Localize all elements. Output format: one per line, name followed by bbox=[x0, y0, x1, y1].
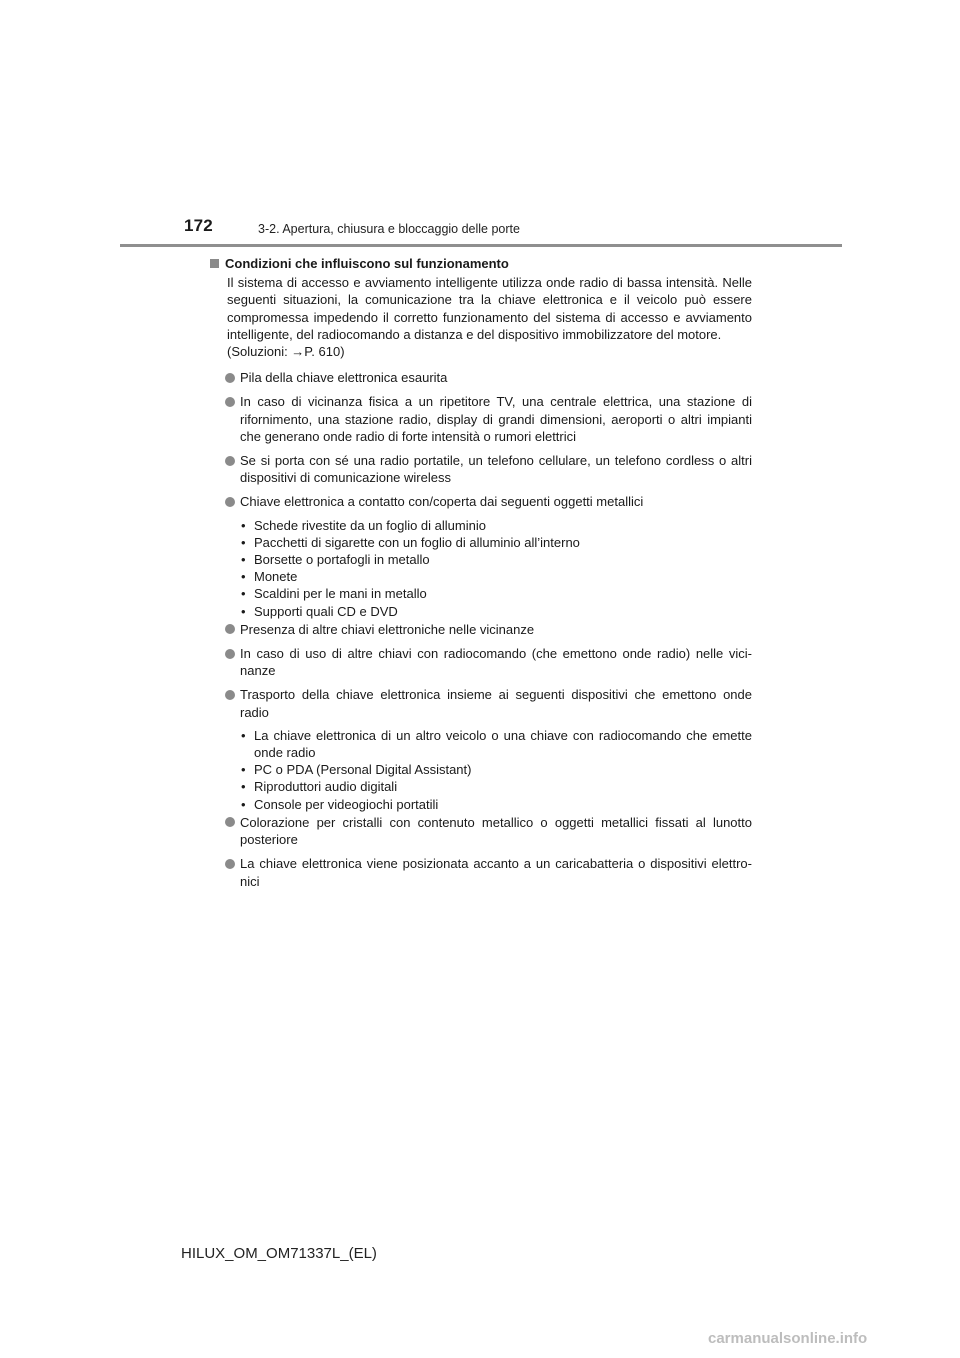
circle-bullet-icon bbox=[225, 373, 235, 383]
sub-list-item-text: Pacchetti di sigarette con un foglio di alluminio all’interno bbox=[254, 534, 580, 550]
circle-bullet-icon bbox=[225, 456, 235, 466]
small-bullet-icon: • bbox=[241, 603, 246, 619]
circle-bullet-icon bbox=[225, 397, 235, 407]
small-bullet-icon: • bbox=[241, 586, 246, 602]
list-item bbox=[210, 452, 752, 486]
sub-list-item bbox=[240, 778, 752, 795]
sub-list-item bbox=[240, 585, 752, 602]
list-item-text: In caso di uso di altre chiavi con radiocomando (che emettono onde radio) nelle vici-nanze bbox=[240, 646, 752, 679]
sub-list-item bbox=[240, 551, 752, 568]
sub-list-item bbox=[240, 761, 752, 778]
section-title: 3-2. Apertura, chiusura e bloccaggio delle porte bbox=[258, 222, 520, 236]
list-item bbox=[210, 493, 752, 510]
sub-list-item-text: PC o PDA (Personal Digital Assistant) bbox=[254, 762, 472, 778]
list-item-text: Trasporto della chiave elettronica insieme ai seguenti dispositivi che emettono onde radio bbox=[240, 687, 752, 720]
circle-bullet-icon bbox=[225, 859, 235, 869]
section-heading-text: Condizioni che influiscono sul funzionamento bbox=[225, 256, 509, 271]
small-bullet-icon: • bbox=[241, 762, 246, 778]
small-bullet-icon: • bbox=[241, 569, 246, 585]
list-item-text: In caso di vicinanza fisica a un ripetitore TV, una centrale elettrica, una stazione di rifornimento, una stazione radio, display di grandi dimensioni, aeroporti o altri impianti che generano onde radio di forte intensità o rumori elettrici bbox=[240, 394, 752, 444]
small-bullet-icon: • bbox=[241, 796, 246, 812]
document-code: HILUX_OM_OM71337L_(EL) bbox=[181, 1245, 377, 1262]
sub-list-item bbox=[240, 796, 752, 813]
solutions-reference: (Soluzioni: →P. 610) bbox=[227, 344, 345, 360]
sub-list-item-text: Supporti quali CD e DVD bbox=[254, 603, 398, 619]
sub-list-item-text: La chiave elettronica di un altro veicolo o una chiave con radiocomando che emette onde radio bbox=[254, 727, 752, 761]
list-item bbox=[210, 814, 752, 848]
small-bullet-icon: • bbox=[241, 779, 246, 795]
list-item-text: La chiave elettronica viene posizionata accanto a un caricabatteria o dispositivi elettro-nici bbox=[240, 856, 752, 889]
sub-list-item-text: Scaldini per le mani in metallo bbox=[254, 586, 427, 602]
list-item-text: Colorazione per cristalli con contenuto metallico o oggetti metallici fissati al lunotto posteriore bbox=[240, 814, 752, 848]
list-item bbox=[210, 855, 752, 889]
conditions-list bbox=[210, 369, 752, 889]
sub-list-item bbox=[240, 568, 752, 585]
circle-bullet-icon bbox=[225, 649, 235, 659]
small-bullet-icon: • bbox=[241, 534, 246, 550]
sub-list-item-text: Console per videogiochi portatili bbox=[254, 796, 439, 812]
sub-list-item-text: Borsette o portafogli in metallo bbox=[254, 552, 430, 568]
square-bullet-icon bbox=[210, 259, 219, 268]
list-item bbox=[210, 645, 752, 679]
list-item bbox=[210, 393, 752, 445]
list-item-text: Pila della chiave elettronica esaurita bbox=[240, 370, 448, 386]
list-item-text: Chiave elettronica a contatto con/coperta dai seguenti oggetti metallici bbox=[240, 494, 644, 510]
small-bullet-icon: • bbox=[241, 552, 246, 568]
sub-list-item-text: Monete bbox=[254, 569, 298, 585]
list-item-text: Se si porta con sé una radio portatile, un telefono cellulare, un telefono cordless o altri dispositivi di comunicazione wireless bbox=[240, 453, 752, 486]
circle-bullet-icon bbox=[225, 690, 235, 700]
sub-list-item bbox=[240, 534, 752, 551]
list-item bbox=[210, 621, 752, 638]
small-bullet-icon: • bbox=[241, 727, 246, 743]
sub-list-item bbox=[240, 727, 752, 761]
section-heading bbox=[210, 255, 752, 272]
header-divider bbox=[120, 244, 842, 247]
circle-bullet-icon bbox=[225, 817, 235, 827]
circle-bullet-icon bbox=[225, 497, 235, 507]
sub-list-item-text: Riproduttori audio digitali bbox=[254, 779, 398, 795]
intro-paragraph: Il sistema di accesso e avviamento intelligente utilizza onde radio di bassa intensità. Nelle seguenti situazioni, la comunicazione tra la chiave elettronica e il veicolo può essere compromessa impedendo il corretto funzionamento del sistema di accesso e avviamento intelligente, del radiocomando a distanza e del dispositivo immobilizzatore del motore. bbox=[227, 275, 752, 342]
list-item-text: Presenza di altre chiavi elettroniche nelle vicinanze bbox=[240, 621, 535, 637]
sub-list-item-text: Schede rivestite da un foglio di alluminio bbox=[254, 517, 486, 533]
sub-list bbox=[240, 727, 752, 813]
watermark: carmanualsonline.info bbox=[708, 1330, 868, 1347]
sub-list-item bbox=[240, 517, 752, 534]
page-content bbox=[210, 255, 752, 897]
sub-list-item bbox=[240, 603, 752, 620]
list-item bbox=[210, 686, 752, 720]
page-number: 172 bbox=[184, 216, 213, 235]
sub-list bbox=[240, 517, 752, 620]
small-bullet-icon: • bbox=[241, 517, 246, 533]
circle-bullet-icon bbox=[225, 624, 235, 634]
list-item bbox=[210, 369, 752, 386]
